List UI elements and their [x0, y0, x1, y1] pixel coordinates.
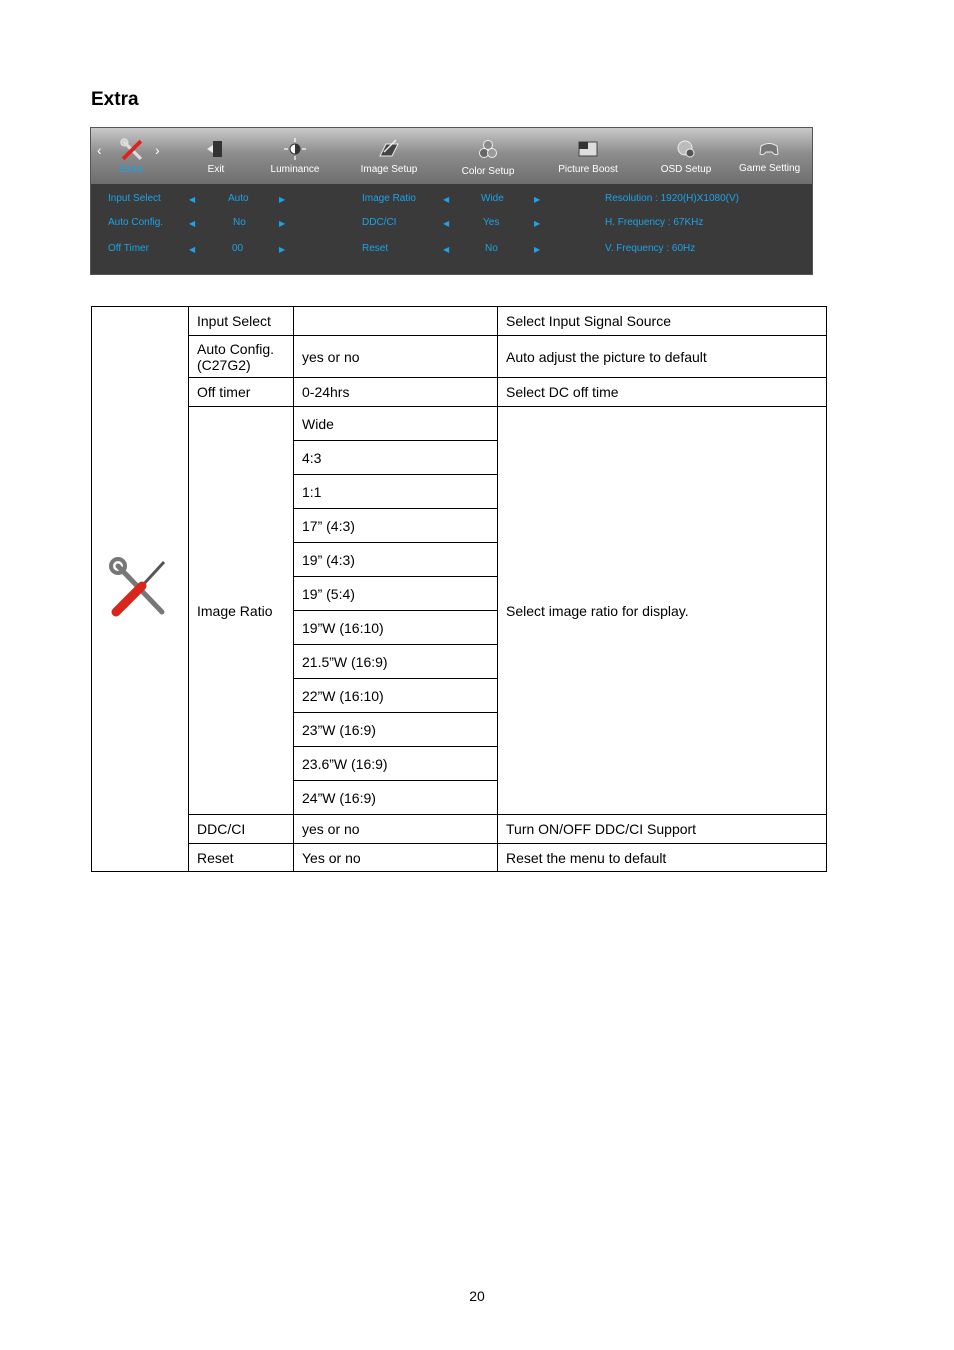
osd-label-input-select[interactable]: Input Select [108, 193, 161, 204]
arrow-left-icon[interactable]: ◀ [443, 245, 450, 254]
osd-value-ddcci: Yes [483, 217, 500, 228]
tools-icon [108, 556, 172, 620]
table-row [92, 407, 827, 441]
option-image-ratio: 19” (5:4) [294, 577, 498, 611]
osd-tab-label: Color Setup [461, 166, 515, 177]
item-off-timer: Off timer [189, 378, 294, 407]
extra-icon-cell [92, 307, 189, 872]
option-image-ratio: 21.5”W (16:9) [294, 645, 498, 679]
value-off-timer: 0-24hrs [294, 378, 498, 407]
value-ddcci: yes or no [294, 815, 498, 844]
desc-ddcci: Turn ON/OFF DDC/CI Support [498, 815, 827, 844]
desc-auto-config: Auto adjust the picture to default [498, 336, 827, 378]
arrow-right-icon[interactable]: ▶ [534, 195, 541, 204]
gamepad-icon [758, 138, 780, 160]
tools-icon [118, 136, 146, 164]
option-image-ratio: 19”W (16:10) [294, 611, 498, 645]
osd-label-image-ratio[interactable]: Image Ratio [362, 193, 416, 204]
osd-tab-label: Game Setting [739, 163, 801, 174]
arrow-left-icon[interactable]: ◀ [189, 219, 196, 228]
osd-label-auto-config[interactable]: Auto Config. [108, 217, 164, 228]
table-row [92, 378, 827, 407]
osd-value-off-timer: 00 [232, 243, 244, 254]
osd-tab-label: Exit [207, 164, 225, 175]
arrow-right-icon[interactable]: ▶ [279, 245, 286, 254]
arrow-left-icon[interactable]: ◀ [443, 195, 450, 204]
option-image-ratio: 17” (4:3) [294, 509, 498, 543]
option-image-ratio: 1:1 [294, 475, 498, 509]
option-image-ratio: Wide [294, 407, 498, 441]
option-image-ratio: 23”W (16:9) [294, 713, 498, 747]
option-image-ratio: 23.6”W (16:9) [294, 747, 498, 781]
arrow-left-icon[interactable]: ◀ [443, 219, 450, 228]
option-image-ratio: 4:3 [294, 441, 498, 475]
luminance-icon [284, 138, 306, 160]
item-auto-config [189, 336, 294, 378]
osd-info-h-frequency: H. Frequency : 67KHz [605, 217, 704, 228]
exit-icon [205, 138, 227, 160]
osd-setup-icon [675, 138, 697, 160]
osd-menu [90, 127, 813, 275]
option-image-ratio: 19” (4:3) [294, 543, 498, 577]
chevron-left-icon[interactable]: ‹ [97, 142, 102, 158]
arrow-right-icon[interactable]: ▶ [534, 219, 541, 228]
desc-reset: Reset the menu to default [498, 844, 827, 872]
arrow-right-icon[interactable]: ▶ [279, 195, 286, 204]
item-input-select: Input Select [189, 307, 294, 336]
item-auto-config-line1: Auto Config. [197, 340, 275, 357]
value-input-select [294, 307, 498, 336]
arrow-left-icon[interactable]: ◀ [189, 195, 196, 204]
osd-info-v-frequency: V. Frequency : 60Hz [605, 243, 696, 254]
option-image-ratio: 24”W (16:9) [294, 781, 498, 815]
osd-tab-label: Image Setup [360, 164, 418, 175]
item-reset: Reset [189, 844, 294, 872]
table-row [92, 844, 827, 872]
osd-tab-label: Extra [119, 164, 144, 175]
osd-tab-label: Picture Boost [558, 164, 618, 175]
option-image-ratio: 22”W (16:10) [294, 679, 498, 713]
arrow-left-icon[interactable]: ◀ [189, 245, 196, 254]
osd-label-off-timer[interactable]: Off Timer [108, 243, 149, 254]
osd-value-image-ratio: Wide [481, 193, 504, 204]
osd-info-resolution: Resolution : 1920(H)X1080(V) [605, 193, 739, 204]
image-setup-icon [378, 138, 400, 160]
osd-value-input-select: Auto [228, 193, 249, 204]
osd-tab-bar [91, 128, 812, 184]
desc-off-timer: Select DC off time [498, 378, 827, 407]
osd-value-auto-config: No [233, 217, 246, 228]
table-row [92, 815, 827, 844]
chevron-right-icon[interactable]: › [155, 142, 160, 158]
osd-settings-panel [91, 184, 812, 274]
osd-tab-extra[interactable] [119, 128, 144, 184]
item-ddcci: DDC/CI [189, 815, 294, 844]
osd-tab-label: OSD Setup [660, 164, 712, 175]
picture-boost-icon [577, 138, 599, 160]
section-title: Extra [91, 89, 139, 110]
osd-label-ddcci[interactable]: DDC/CI [362, 217, 397, 228]
table-row [92, 307, 827, 336]
desc-image-ratio: Select image ratio for display. [498, 407, 827, 815]
arrow-right-icon[interactable]: ▶ [279, 219, 286, 228]
value-auto-config: yes or no [294, 336, 498, 378]
arrow-right-icon[interactable]: ▶ [534, 245, 541, 254]
item-auto-config-line2: (C27G2) [197, 356, 251, 373]
osd-tab-label: Luminance [270, 164, 320, 175]
extra-settings-table [91, 306, 827, 872]
page-number: 20 [469, 1288, 485, 1304]
item-image-ratio: Image Ratio [189, 407, 294, 815]
color-setup-icon [477, 138, 499, 160]
osd-label-reset[interactable]: Reset [362, 243, 389, 254]
osd-value-reset: No [485, 243, 498, 254]
desc-input-select: Select Input Signal Source [498, 307, 827, 336]
table-row [92, 336, 827, 378]
value-reset: Yes or no [294, 844, 498, 872]
